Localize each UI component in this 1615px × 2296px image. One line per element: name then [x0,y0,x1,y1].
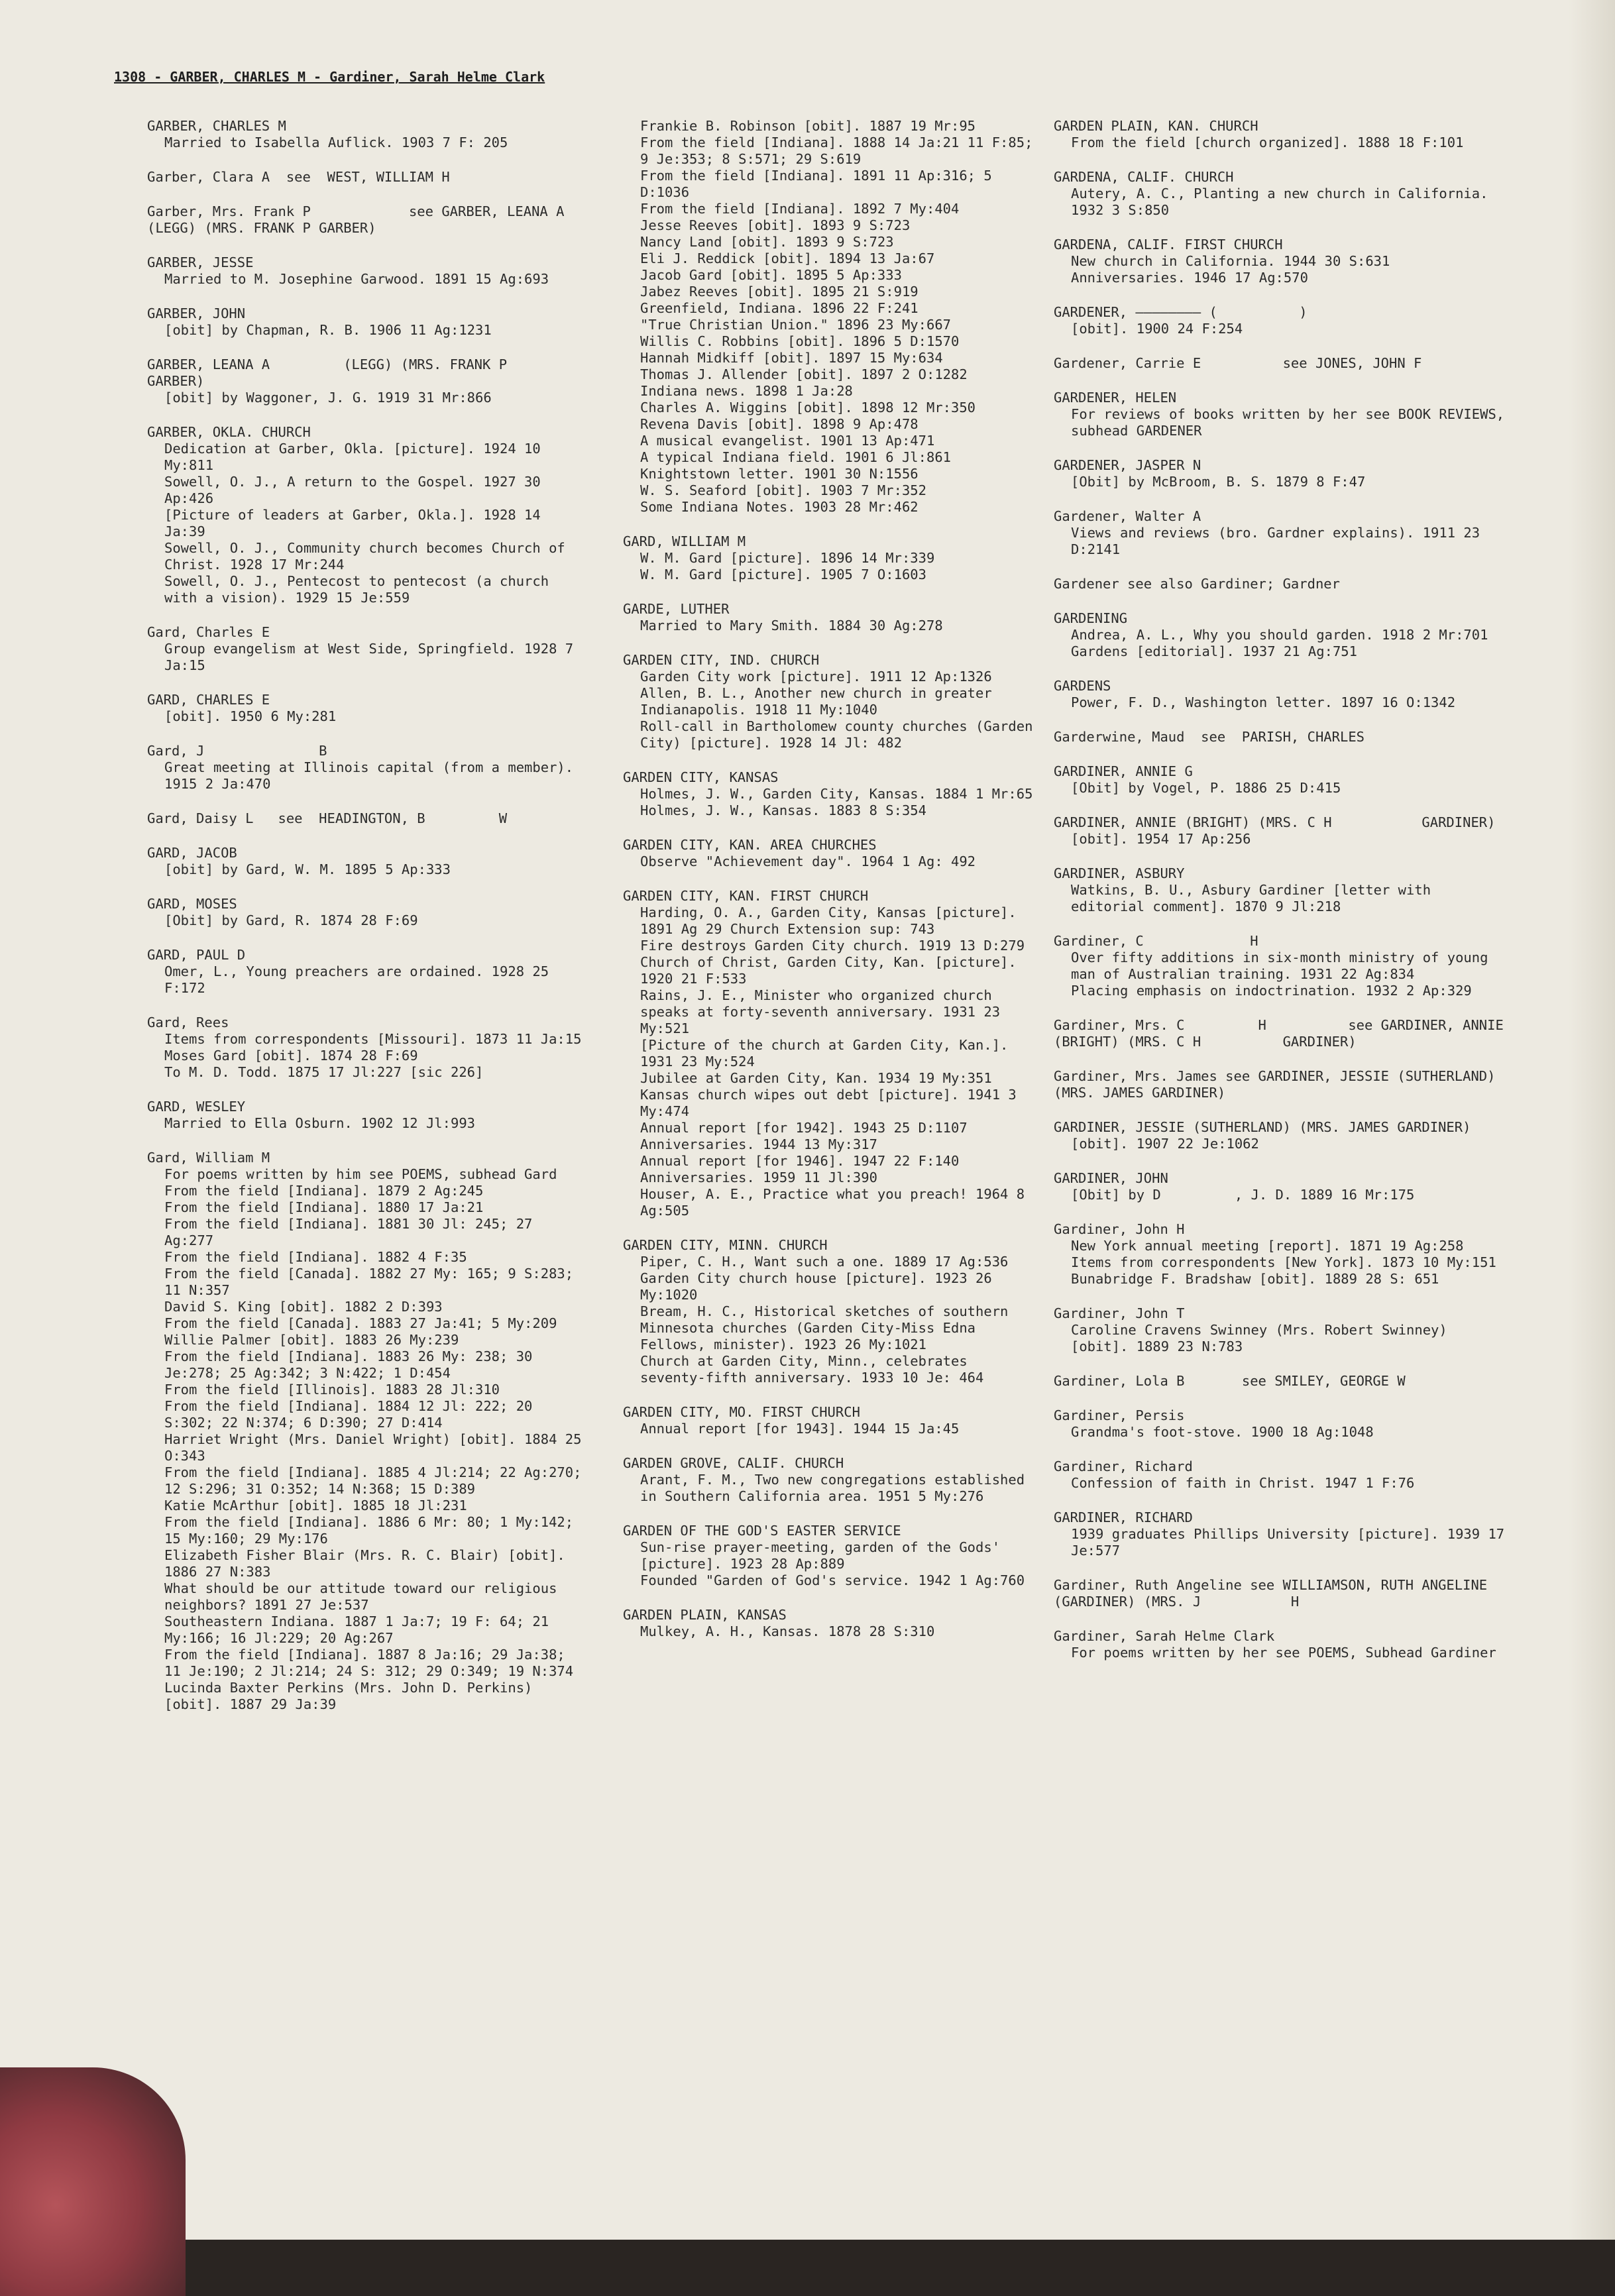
entry-citation: [obit] by Gard, W. M. 1895 5 Ap:333 [164,861,451,877]
entry-citation: Andrea, A. L., Why you should garden. 1918 2 Mr:701 [1071,627,1488,643]
index-entry [147,845,585,878]
entry-heading: GARDEN PLAIN, KAN. CHURCH [1054,118,1258,134]
entry-heading: GARDENA, CALIF. CHURCH [1054,169,1234,185]
entry-citation: [obit]. 1907 22 Je:1062 [1071,1136,1259,1152]
entry-heading: Gard, William M [147,1150,270,1166]
index-entry [1054,1068,1511,1101]
index-entry [1054,1458,1511,1492]
index-entry [1054,763,1511,796]
index-entry [147,356,589,406]
entry-citation: What should be our attitude toward our religious neighbors? 1891 27 Je:537 [164,1580,565,1613]
entry-heading: GARDINER, RICHARD [1054,1509,1193,1525]
entry-citation: [obit] by Waggoner, J. G. 1919 31 Mr:866 [164,390,492,406]
index-entry [623,888,1034,1219]
entry-heading: GARBER, JESSE [147,254,254,270]
index-entry [147,1150,590,1713]
index-entry [623,1404,1034,1437]
entry-citation: [obit]. 1950 6 My:281 [164,708,337,724]
entry-citation: Arant, F. M., Two new congregations established in Southern California area. 1951 5 My:276 [640,1472,1033,1504]
entry-citation: Jesse Reeves [obit]. 1893 9 S:723 [640,217,911,233]
entry-heading: Gardiner, John T [1054,1305,1185,1321]
entry-heading: Gardiner, C H [1054,933,1258,949]
entry-heading: GARDINER, ANNIE G [1054,763,1193,779]
entry-heading: GARBER, OKLA. CHURCH [147,424,311,440]
entry-citation: Willis C. Robbins [obit]. 1896 5 D:1570 [640,333,960,349]
entry-citation: Married to Mary Smith. 1884 30 Ag:278 [640,618,943,633]
entry-citation: Revena Davis [obit]. 1898 9 Ap:478 [640,416,919,432]
entry-citation: For poems written by him see POEMS, subhead Gard [164,1166,557,1182]
entry-heading: Gardener see also Gardiner; Gardner [1054,576,1340,592]
entry-citation: [Picture of leaders at Garber, Okla.]. 1928 14 Ja:39 [164,507,549,539]
entry-citation: Roll-call in Bartholomew county churches (Garden City) [picture]. 1928 14 Jl: 482 [640,718,1041,751]
entry-heading: GARD, JACOB [147,845,237,861]
entry-citation: From the field [Indiana]. 1880 17 Ja:21 [164,1199,484,1215]
index-entry [1054,576,1511,592]
entry-heading: Gardener, Carrie E see JONES, JOHN F [1054,355,1422,371]
index-entry [1054,865,1511,915]
entry-citation: Jubilee at Garden City, Kan. 1934 19 My:351 [640,1070,992,1086]
index-column-1 [147,118,622,1731]
entry-citation: [Obit] by McBroom, B. S. 1879 8 F:47 [1071,474,1366,490]
index-entry [623,652,1041,751]
entry-heading: GARDEN CITY, MINN. CHURCH [623,1237,828,1253]
entry-heading: Gardiner, Ruth Angeline see WILLIAMSON, RUTH ANGELINE (GARDINER) (MRS. J H [1054,1577,1496,1610]
entry-citation: Fire destroys Garden City church. 1919 13 D:279 [640,938,1025,954]
entry-heading: GARD, PAUL D [147,947,246,963]
entry-citation: Group evangelism at West Side, Springfield. 1928 7 Ja:15 [164,641,582,673]
entry-heading: GARDEN CITY, KAN. FIRST CHURCH [623,888,869,904]
entry-citation: From the field [Indiana]. 1884 12 Jl: 222; 20 S:302; 22 N:374; 6 D:390; 27 D:414 [164,1398,541,1431]
entry-citation: Eli J. Reddick [obit]. 1894 13 Ja:67 [640,250,935,266]
index-entry [1054,118,1511,151]
index-entry [623,533,1034,583]
entry-heading: GARDENER, HELEN [1054,390,1177,406]
entry-citation: Church of Christ, Garden City, Kan. [picture]. 1920 21 F:533 [640,954,1025,987]
entry-citation: Grandma's foot-stove. 1900 18 Ag:1048 [1071,1424,1374,1440]
index-entry [1054,1628,1511,1661]
entry-citation: Willie Palmer [obit]. 1883 26 My:239 [164,1332,459,1348]
entry-citation: From the field [Canada]. 1883 27 Ja:41; 5 My:209 [164,1315,557,1331]
entry-heading: GARD, MOSES [147,896,237,912]
entry-citation: From the field [Illinois]. 1883 28 Jl:310 [164,1382,500,1397]
index-entry [1054,1017,1511,1050]
entry-heading: Gardiner, John H [1054,1221,1185,1237]
entry-citation: Sowell, O. J., Community church becomes Church of Christ. 1928 17 Mr:244 [164,540,574,573]
entry-citation: Rains, J. E., Minister who organized church speaks at forty-seventh anniversary. 1931 23 My:521 [640,987,1009,1036]
entry-citation: New church in California. 1944 30 S:631 [1071,253,1390,269]
index-entry [1054,457,1511,490]
entry-citation: Caroline Cravens Swinney (Mrs. Robert Swinney) [obit]. 1889 23 N:783 [1071,1322,1456,1354]
entry-citation: From the field [Canada]. 1882 27 My: 165; 9 S:283; 11 N:357 [164,1266,582,1298]
entry-citation: From the field [Indiana]. 1892 7 My:404 [640,201,960,217]
index-entry [623,769,1034,819]
index-entry [147,624,585,674]
entry-heading: GARD, CHARLES E [147,692,270,708]
entry-citation: Married to Isabella Auflick. 1903 7 F: 205 [164,135,508,150]
entry-citation: Items from correspondents [New York]. 1873 10 My:151 [1071,1254,1496,1270]
entry-heading: GARDINER, ANNIE (BRIGHT) (MRS. C H GARDINER) [1054,814,1496,830]
index-entry [147,692,585,725]
entry-citation: Garden City work [picture]. 1911 12 Ap:1326 [640,669,992,684]
index-entry [1054,304,1511,337]
thumb [0,2067,186,2296]
entry-citation: From the field [Indiana]. 1882 4 F:35 [164,1249,467,1265]
entry-heading: GARDEN GROVE, CALIF. CHURCH [623,1455,844,1471]
index-entry [147,118,585,151]
entry-citation: For reviews of books written by her see BOOK REVIEWS, subhead GARDENER [1071,406,1513,439]
entry-heading: Gardiner, Mrs. C H see GARDINER, ANNIE (BRIGHT) (MRS. C H GARDINER) [1054,1017,1512,1050]
entry-citation: Bunabridge F. Bradshaw [obit]. 1889 28 S: 651 [1071,1271,1439,1287]
index-entry [1054,1119,1511,1152]
entry-citation: Anniversaries. 1944 13 My:317 [640,1136,877,1152]
entry-heading: GARDINER, JESSIE (SUTHERLAND) (MRS. JAMES GARDINER) [1054,1119,1471,1135]
entry-citation: Sowell, O. J., A return to the Gospel. 1927 30 Ap:426 [164,474,549,506]
entry-citation: From the field [Indiana]. 1885 4 Jl:214; 22 Ag:270; 12 S:296; 31 O:352; 14 N:368; 15 D:389 [164,1464,590,1497]
entry-citation: Observe "Achievement day". 1964 1 Ag: 492 [640,853,976,869]
entry-heading: GARDEN CITY, KANSAS [623,769,779,785]
entry-citation: "True Christian Union." 1896 23 My:667 [640,317,951,333]
entry-heading: GARDINER, ASBURY [1054,865,1185,881]
entry-heading: GARDE, LUTHER [623,601,730,617]
entry-heading: GARBER, JOHN [147,305,246,321]
entry-heading: GARDEN CITY, KAN. AREA CHURCHES [623,837,877,853]
index-entry [623,1455,1034,1505]
index-entry [147,896,585,929]
entry-heading: Gard, Daisy L see HEADINGTON, B W [147,810,508,826]
entry-citation: Holmes, J. W., Garden City, Kansas. 1884 1 Mr:65 [640,786,1033,802]
entry-citation: Piper, C. H., Want such a one. 1889 17 Ag:536 [640,1254,1009,1270]
entry-citation: Jabez Reeves [obit]. 1895 21 S:919 [640,284,919,300]
entry-heading: GARDINER, JOHN [1054,1170,1168,1186]
entry-citation: Hannah Midkiff [obit]. 1897 15 My:634 [640,350,943,366]
entry-heading: Gardiner, Richard [1054,1458,1193,1474]
entry-citation: Jacob Gard [obit]. 1895 5 Ap:333 [640,267,902,283]
index-column-2 [623,118,1041,1658]
entry-citation: For poems written by her see POEMS, Subhead Gardiner [1071,1645,1496,1661]
entry-citation: Knightstown letter. 1901 30 N:1556 [640,466,919,482]
entry-citation: W. M. Gard [picture]. 1905 7 O:1603 [640,567,926,582]
entry-heading: Gardiner, Mrs. James see GARDINER, JESSIE (SUTHERLAND) (MRS. JAMES GARDINER) [1054,1068,1504,1101]
index-entry [1054,1221,1511,1287]
entry-citation: Elizabeth Fisher Blair (Mrs. R. C. Blair) [obit]. 1886 27 N:383 [164,1547,574,1580]
entry-citation: New York annual meeting [report]. 1871 19 Ag:258 [1071,1238,1464,1254]
entry-citation: A musical evangelist. 1901 13 Ap:471 [640,433,935,449]
page-edge-shadow [1569,0,1615,2240]
entry-heading: GARD, WILLIAM M [623,533,746,549]
entry-heading: GARD, WESLEY [147,1099,246,1115]
entry-heading: GARDEN CITY, MO. FIRST CHURCH [623,1404,860,1420]
index-entry [1054,355,1511,372]
entry-citation: [Picture of the church at Garden City, Kan.]. 1931 23 My:524 [640,1037,1017,1069]
entry-citation: Frankie B. Robinson [obit]. 1887 19 Mr:95 [640,118,976,134]
index-entry [1054,933,1511,999]
index-entry [1054,237,1511,286]
index-entry [147,169,585,186]
entry-citation: [obit]. 1954 17 Ap:256 [1071,831,1251,847]
index-entry [1054,1170,1511,1203]
entry-citation: Gardens [editorial]. 1937 21 Ag:751 [1071,643,1357,659]
entry-citation: Mulkey, A. H., Kansas. 1878 28 S:310 [640,1623,935,1639]
index-entry [147,1099,585,1132]
entry-heading: Garber, Mrs. Frank P see GARBER, LEANA A (LEGG) (MRS. FRANK P GARBER) [147,203,622,236]
entry-citation: Anniversaries. 1946 17 Ag:570 [1071,270,1308,286]
index-entry [1054,1509,1511,1559]
entry-citation: W. M. Gard [picture]. 1896 14 Mr:339 [640,550,935,566]
entry-citation: [Obit] by Gard, R. 1874 28 F:69 [164,912,418,928]
entry-citation: Charles A. Wiggins [obit]. 1898 12 Mr:350 [640,400,976,415]
entry-citation: Nancy Land [obit]. 1893 9 S:723 [640,234,894,250]
index-entry [1054,1373,1511,1390]
entry-heading: Gard, Rees [147,1014,229,1030]
entry-citation: From the field [Indiana]. 1891 11 Ap:316; 5 D:1036 [640,168,1001,200]
entry-heading: GARDENER, ———————— ( ) [1054,304,1308,320]
entry-citation: Placing emphasis on indoctrination. 1932 2 Ap:329 [1071,983,1472,999]
entry-citation: David S. King [obit]. 1882 2 D:393 [164,1299,443,1315]
index-entry [623,837,1034,870]
entry-citation: Annual report [for 1942]. 1943 25 D:1107 [640,1120,968,1136]
index-entry [623,1523,1034,1589]
entry-citation: Omer, L., Young preachers are ordained. 1928 25 F:172 [164,963,557,996]
index-entry [147,305,585,339]
entry-heading: Gardiner, Sarah Helme Clark [1054,1628,1275,1644]
entry-heading: Gard, Charles E [147,624,270,640]
entry-citation: Thomas J. Allender [obit]. 1897 2 O:1282 [640,366,968,382]
entry-citation: Watkins, B. U., Asbury Gardiner [letter with editorial comment]. 1870 9 Jl:218 [1071,882,1439,914]
entry-citation: Greenfield, Indiana. 1896 22 F:241 [640,300,919,316]
entry-heading: GARDEN PLAIN, KANSAS [623,1607,787,1623]
entry-citation: From the field [Indiana]. 1881 30 Jl: 245; 27 Ag:277 [164,1216,541,1248]
entry-citation: Houser, A. E., Practice what you preach! 1964 8 Ag:505 [640,1186,1033,1219]
index-entry [1054,1305,1511,1355]
index-entry [623,1237,1034,1386]
entry-heading: Gardener, Walter A [1054,508,1201,524]
entry-citation: Power, F. D., Washington letter. 1897 16 O:1342 [1071,694,1456,710]
entry-citation: From the field [Indiana]. 1879 2 Ag:245 [164,1183,484,1199]
entry-citation: Anniversaries. 1959 11 Jl:390 [640,1170,877,1185]
entry-citation: Sowell, O. J., Pentecost to pentecost (a church with a vision). 1929 15 Je:559 [164,573,557,606]
entry-heading: Gardiner, Persis [1054,1407,1185,1423]
entry-citation: Lucinda Baxter Perkins (Mrs. John D. Perkins) [obit]. 1887 29 Ja:39 [164,1680,541,1712]
entry-citation: Founded "Garden of God's service. 1942 1 Ag:760 [640,1572,1025,1588]
entry-citation: To M. D. Todd. 1875 17 Jl:227 [sic 226] [164,1064,484,1080]
entry-heading: Gardiner, Lola B see SMILEY, GEORGE W [1054,1373,1406,1389]
entry-heading: Garber, Clara A see WEST, WILLIAM H [147,169,450,185]
entry-citation: Holmes, J. W., Kansas. 1883 8 S:354 [640,802,926,818]
index-entry [147,743,585,793]
entry-heading: GARDEN OF THE GOD'S EASTER SERVICE [623,1523,901,1539]
entry-citation: From the field [church organized]. 1888 18 F:101 [1071,135,1464,150]
entry-citation: Confession of faith in Christ. 1947 1 F:76 [1071,1475,1415,1491]
entry-citation: Married to Ella Osburn. 1902 12 Jl:993 [164,1115,475,1131]
index-entry [147,424,585,606]
index-entry [1054,390,1511,439]
entry-citation: Autery, A. C., Planting a new church in California. 1932 3 S:850 [1071,186,1496,218]
index-entry [147,1014,585,1081]
entry-citation: Some Indiana Notes. 1903 28 Mr:462 [640,499,919,515]
index-entry [1054,1407,1511,1441]
index-entry [1054,729,1511,745]
entry-citation: [obit]. 1900 24 F:254 [1071,321,1243,337]
entry-citation: From the field [Indiana]. 1886 6 Mr: 80; 1 My:142; 15 My:160; 29 My:176 [164,1514,582,1547]
entry-citation: Views and reviews (bro. Gardner explains). 1911 23 D:2141 [1071,525,1488,557]
entry-heading: GARDENING [1054,610,1128,626]
index-entry [1054,814,1511,847]
entry-citation: Kansas church wipes out debt [picture]. 1941 3 My:474 [640,1087,1025,1119]
entry-heading: GARDENER, JASPER N [1054,457,1201,473]
entry-citation: Church at Garden City, Minn., celebrates seventy-fifth anniversary. 1933 10 Je: 464 [640,1353,984,1386]
entry-citation: Harriet Wright (Mrs. Daniel Wright) [obit]. 1884 25 O:343 [164,1431,590,1464]
index-entry [147,810,585,827]
entry-heading: GARDEN CITY, IND. CHURCH [623,652,820,668]
entry-citation: Katie McArthur [obit]. 1885 18 Jl:231 [164,1498,467,1513]
entry-citation: Bream, H. C., Historical sketches of southern Minnesota churches (Garden City-Miss Edna Fellows, minister). 1923 26 My:1021 [640,1303,1017,1352]
index-entry [1054,169,1511,219]
entry-citation: Indiana news. 1898 1 Ja:28 [640,383,853,399]
entry-citation: Harding, O. A., Garden City, Kansas [picture]. 1891 Ag 29 Church Extension sup: 743 [640,904,1025,937]
entry-citation: Over fifty additions in six-month ministry of young man of Australian training. 1931 22 Ag:834 [1071,950,1496,982]
entry-citation: [Obit] by D , J. D. 1889 16 Mr:175 [1071,1187,1415,1203]
index-entry [1054,678,1511,711]
entry-citation: A typical Indiana field. 1901 6 Jl:861 [640,449,951,465]
entry-citation: Annual report [for 1946]. 1947 22 F:140 [640,1153,960,1169]
entry-citation: From the field [Indiana]. 1888 14 Ja:21 11 F:85; 9 Je:353; 8 S:571; 29 S:619 [640,135,1041,167]
index-column-3 [1054,118,1511,1679]
entry-heading: Gard, J B [147,743,327,759]
entry-citation: Dedication at Garber, Okla. [picture]. 1924 10 My:811 [164,441,549,473]
entry-citation: Married to M. Josephine Garwood. 1891 15 Ag:693 [164,271,549,287]
entry-citation: W. S. Seaford [obit]. 1903 7 Mr:352 [640,482,926,498]
index-entry [1054,1577,1511,1610]
entry-citation: 1939 graduates Phillips University [picture]. 1939 17 Je:577 [1071,1526,1513,1558]
entry-citation: From the field [Indiana]. 1887 8 Ja:16; 29 Ja:38; 11 Je:190; 2 Jl:214; 24 S: 312; 29 O:349; 19 N:374 [164,1647,574,1679]
entry-citation: Items from correspondents [Missouri]. 1873 11 Ja:15 [164,1031,582,1047]
index-entry [623,601,1034,634]
entry-citation: Southeastern Indiana. 1887 1 Ja:7; 19 F: 64; 21 My:166; 16 Jl:229; 20 Ag:267 [164,1613,557,1646]
entry-citation: Sun-rise prayer-meeting, garden of the Gods' [picture]. 1923 28 Ap:889 [640,1539,1009,1572]
index-entry [147,254,585,288]
index-entry [623,1607,1034,1640]
entry-citation: [obit] by Chapman, R. B. 1906 11 Ag:1231 [164,322,492,338]
index-entry [147,947,585,997]
entry-citation: Great meeting at Illinois capital (from a member). 1915 2 Ja:470 [164,759,582,792]
entry-citation: Moses Gard [obit]. 1874 28 F:69 [164,1048,418,1064]
entry-heading: Garderwine, Maud see PARISH, CHARLES [1054,729,1364,745]
entry-citation: Allen, B. L., Another new church in greater Indianapolis. 1918 11 My:1040 [640,685,1001,718]
index-entry [147,203,622,237]
entry-citation: Garden City church house [picture]. 1923 26 My:1020 [640,1270,1001,1303]
entry-heading: GARDENA, CALIF. FIRST CHURCH [1054,237,1283,252]
entry-heading: GARDENS [1054,678,1111,694]
index-entry [1054,508,1511,558]
entry-citation: [Obit] by Vogel, P. 1886 25 D:415 [1071,780,1341,796]
entry-citation: Annual report [for 1943]. 1944 15 Ja:45 [640,1421,960,1437]
index-entry [1054,610,1511,660]
running-head: 1308 - GARBER, CHARLES M - Gardiner, Sarah Helme Clark [114,69,545,85]
entry-citation: From the field [Indiana]. 1883 26 My: 238; 30 Je:278; 25 Ag:342; 3 N:422; 1 D:454 [164,1348,541,1381]
entry-heading: GARBER, CHARLES M [147,118,286,134]
entry-heading: GARBER, LEANA A (LEGG) (MRS. FRANK P GARBER) [147,356,589,389]
index-entry [623,118,1041,516]
